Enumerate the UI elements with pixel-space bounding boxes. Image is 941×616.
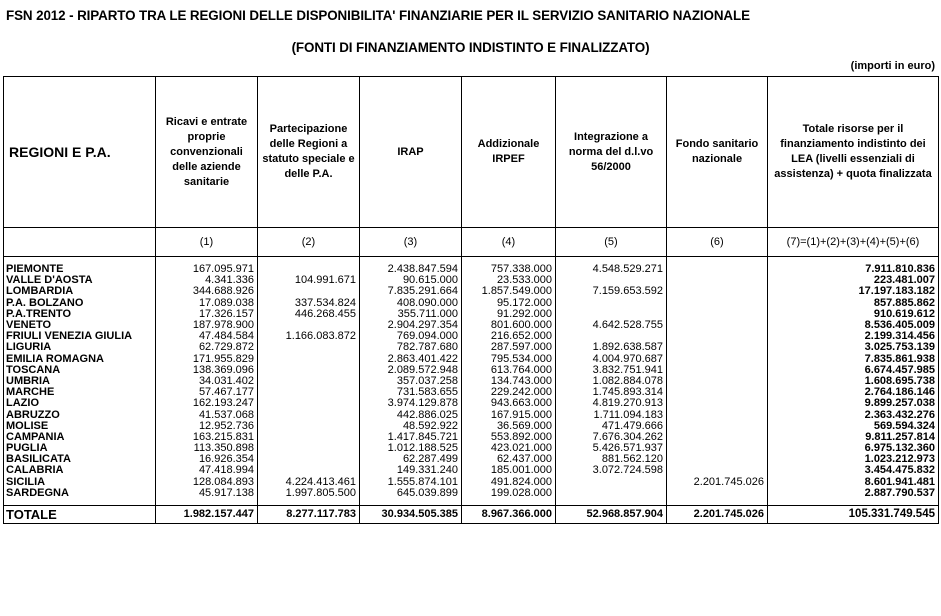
cell-col-7: 17.197.183.182 — [768, 286, 939, 297]
cell-col-1: 128.084.893 — [156, 477, 258, 488]
cell-col-7: 9.811.257.814 — [768, 432, 939, 443]
region-name: FRIULI VENEZIA GIULIA — [4, 331, 156, 342]
cell-col-6 — [667, 354, 768, 365]
colnum-0 — [4, 228, 156, 257]
region-name: VALLE D'AOSTA — [4, 275, 156, 286]
table-row — [4, 376, 939, 387]
cell-col-5 — [556, 298, 667, 309]
cell-col-2 — [258, 454, 360, 465]
total-col-3: 30.934.505.385 — [360, 505, 462, 523]
cell-col-4: 801.600.000 — [462, 320, 556, 331]
cell-col-7: 2.764.186.146 — [768, 387, 939, 398]
total-col-6: 2.201.745.026 — [667, 505, 768, 523]
cell-col-5 — [556, 275, 667, 286]
cell-col-2 — [258, 320, 360, 331]
cell-col-4: 23.533.000 — [462, 275, 556, 286]
cell-col-2: 337.534.824 — [258, 298, 360, 309]
cell-col-3: 355.711.000 — [360, 309, 462, 320]
cell-col-2 — [258, 421, 360, 432]
cell-col-3: 1.012.188.525 — [360, 443, 462, 454]
table-row — [4, 354, 939, 365]
cell-col-1: 41.537.068 — [156, 409, 258, 420]
cell-col-7: 7.835.861.938 — [768, 354, 939, 365]
cell-col-1: 34.031.402 — [156, 376, 258, 387]
cell-col-3: 645.039.899 — [360, 488, 462, 499]
region-name: EMILIA ROMAGNA — [4, 354, 156, 365]
total-col-1: 1.982.157.447 — [156, 505, 258, 523]
total-col-2: 8.277.117.783 — [258, 505, 360, 523]
cell-col-7: 3.454.475.832 — [768, 465, 939, 476]
cell-col-7: 9.899.257.038 — [768, 398, 939, 409]
colnum-7: (7)=(1)+(2)+(3)+(4)+(5)+(6) — [768, 228, 939, 257]
header-irpef: Addizionale IRPEF — [462, 77, 556, 228]
cell-col-7: 6.674.457.985 — [768, 365, 939, 376]
cell-col-3: 149.331.240 — [360, 465, 462, 476]
cell-col-3: 731.583.655 — [360, 387, 462, 398]
table-body — [4, 257, 939, 506]
cell-col-2 — [258, 465, 360, 476]
region-name: LIGURIA — [4, 342, 156, 353]
cell-col-4: 199.028.000 — [462, 488, 556, 499]
total-label: TOTALE — [4, 505, 156, 523]
cell-col-7: 2.199.314.456 — [768, 331, 939, 342]
cell-col-7: 6.975.132.360 — [768, 443, 939, 454]
cell-col-5: 7.159.653.592 — [556, 286, 667, 297]
total-col-5: 52.968.857.904 — [556, 505, 667, 523]
cell-col-5: 5.426.571.937 — [556, 443, 667, 454]
cell-col-3: 769.094.000 — [360, 331, 462, 342]
cell-col-4: 613.764.000 — [462, 365, 556, 376]
region-name: LOMBARDIA — [4, 286, 156, 297]
cell-col-6 — [667, 365, 768, 376]
cell-col-1: 138.369.096 — [156, 365, 258, 376]
header-ricavi: Ricavi e entrate proprie convenzionali delle aziende sanitarie — [156, 77, 258, 228]
cell-col-2 — [258, 443, 360, 454]
cell-col-2 — [258, 354, 360, 365]
table-row — [4, 488, 939, 499]
table-row — [4, 331, 939, 342]
cell-col-1: 16.926.354 — [156, 454, 258, 465]
cell-col-5: 1.745.893.314 — [556, 387, 667, 398]
cell-col-6 — [667, 264, 768, 275]
cell-col-4: 757.338.000 — [462, 264, 556, 275]
cell-col-7: 2.363.432.276 — [768, 409, 939, 420]
cell-col-1: 162.193.247 — [156, 398, 258, 409]
cell-col-4: 185.001.000 — [462, 465, 556, 476]
cell-col-2: 4.224.413.461 — [258, 477, 360, 488]
table-row — [4, 309, 939, 320]
cell-col-4: 943.663.000 — [462, 398, 556, 409]
cell-col-7: 1.608.695.738 — [768, 376, 939, 387]
colnum-5: (5) — [556, 228, 667, 257]
cell-col-1: 47.484.584 — [156, 331, 258, 342]
cell-col-4: 95.172.000 — [462, 298, 556, 309]
cell-col-4: 423.021.000 — [462, 443, 556, 454]
region-name: CALABRIA — [4, 465, 156, 476]
cell-col-5 — [556, 488, 667, 499]
cell-col-7: 223.481.007 — [768, 275, 939, 286]
cell-col-1: 113.350.898 — [156, 443, 258, 454]
cell-col-5: 1.711.094.183 — [556, 409, 667, 420]
cell-col-7: 857.885.862 — [768, 298, 939, 309]
cell-col-2 — [258, 286, 360, 297]
cell-col-3: 1.417.845.721 — [360, 432, 462, 443]
region-name: UMBRIA — [4, 376, 156, 387]
colnum-4: (4) — [462, 228, 556, 257]
cell-col-3: 90.615.000 — [360, 275, 462, 286]
cell-col-2: 446.268.455 — [258, 309, 360, 320]
cell-col-5: 4.642.528.755 — [556, 320, 667, 331]
cell-col-4: 216.652.000 — [462, 331, 556, 342]
cell-col-3: 2.863.401.422 — [360, 354, 462, 365]
table-row — [4, 387, 939, 398]
header-fondo: Fondo sanitario nazionale — [667, 77, 768, 228]
cell-col-3: 48.592.922 — [360, 421, 462, 432]
cell-col-3: 1.555.874.101 — [360, 477, 462, 488]
cell-col-6 — [667, 298, 768, 309]
cell-col-7: 7.911.810.836 — [768, 264, 939, 275]
cell-col-2 — [258, 432, 360, 443]
cell-col-5: 1.892.638.587 — [556, 342, 667, 353]
cell-col-6 — [667, 376, 768, 387]
table-row — [4, 298, 939, 309]
cell-col-4: 134.743.000 — [462, 376, 556, 387]
cell-col-6 — [667, 342, 768, 353]
cell-col-3: 62.287.499 — [360, 454, 462, 465]
cell-col-5 — [556, 309, 667, 320]
page-subtitle: (FONTI DI FINANZIAMENTO INDISTINTO E FINALIZZATO) — [291, 40, 650, 55]
cell-col-6 — [667, 275, 768, 286]
cell-col-6 — [667, 286, 768, 297]
cell-col-3: 2.089.572.948 — [360, 365, 462, 376]
table-footer — [4, 505, 939, 523]
cell-col-6 — [667, 488, 768, 499]
cell-col-1: 187.978.900 — [156, 320, 258, 331]
table-row — [4, 365, 939, 376]
region-name: SICILIA — [4, 477, 156, 488]
cell-col-2: 1.166.083.872 — [258, 331, 360, 342]
units-note: (importi in euro) — [850, 60, 935, 72]
cell-col-5: 4.819.270.913 — [556, 398, 667, 409]
table-row — [4, 465, 939, 476]
cell-col-6 — [667, 432, 768, 443]
region-name: VENETO — [4, 320, 156, 331]
cell-col-4: 62.437.000 — [462, 454, 556, 465]
column-number-row — [4, 228, 939, 257]
cell-col-5: 4.004.970.687 — [556, 354, 667, 365]
cell-col-6 — [667, 331, 768, 342]
region-name: P.A.TRENTO — [4, 309, 156, 320]
cell-col-7: 1.023.212.973 — [768, 454, 939, 465]
region-name: LAZIO — [4, 398, 156, 409]
cell-col-6 — [667, 387, 768, 398]
region-name: MOLISE — [4, 421, 156, 432]
colnum-1: (1) — [156, 228, 258, 257]
cell-col-1: 47.418.994 — [156, 465, 258, 476]
colnum-2: (2) — [258, 228, 360, 257]
cell-col-3: 782.787.680 — [360, 342, 462, 353]
table-row — [4, 477, 939, 488]
cell-col-4: 287.597.000 — [462, 342, 556, 353]
header-regioni: REGIONI E P.A. — [4, 77, 156, 228]
cell-col-1: 17.326.157 — [156, 309, 258, 320]
cell-col-1: 163.215.831 — [156, 432, 258, 443]
total-row — [4, 505, 939, 523]
cell-col-1: 171.955.829 — [156, 354, 258, 365]
cell-col-1: 167.095.971 — [156, 264, 258, 275]
cell-col-4: 167.915.000 — [462, 409, 556, 420]
cell-col-2 — [258, 264, 360, 275]
cell-col-5: 881.562.120 — [556, 454, 667, 465]
table-row — [4, 275, 939, 286]
cell-col-7: 2.887.790.537 — [768, 488, 939, 499]
total-col-4: 8.967.366.000 — [462, 505, 556, 523]
allocation-table — [3, 76, 939, 524]
cell-col-1: 17.089.038 — [156, 298, 258, 309]
cell-col-3: 408.090.000 — [360, 298, 462, 309]
region-name: TOSCANA — [4, 365, 156, 376]
cell-col-3: 3.974.129.878 — [360, 398, 462, 409]
header-totale: Totale risorse per il finanziamento indistinto dei LEA (livelli essenziali di assistenza) + quota finalizzata — [768, 77, 939, 228]
cell-col-4: 229.242.000 — [462, 387, 556, 398]
cell-col-6 — [667, 421, 768, 432]
region-name: P.A. BOLZANO — [4, 298, 156, 309]
cell-col-5: 1.082.884.078 — [556, 376, 667, 387]
cell-col-7: 8.601.941.481 — [768, 477, 939, 488]
region-name: PUGLIA — [4, 443, 156, 454]
region-name: SARDEGNA — [4, 488, 156, 499]
cell-col-5: 7.676.304.262 — [556, 432, 667, 443]
cell-col-2 — [258, 342, 360, 353]
region-name: PIEMONTE — [4, 264, 156, 275]
table-row — [4, 264, 939, 275]
cell-col-2 — [258, 398, 360, 409]
region-name: MARCHE — [4, 387, 156, 398]
cell-col-6 — [667, 443, 768, 454]
region-name: ABRUZZO — [4, 409, 156, 420]
cell-col-2: 1.997.805.500 — [258, 488, 360, 499]
cell-col-3: 2.438.847.594 — [360, 264, 462, 275]
total-col-7: 105.331.749.545 — [768, 505, 939, 523]
region-name: BASILICATA — [4, 454, 156, 465]
cell-col-4: 795.534.000 — [462, 354, 556, 365]
cell-col-2: 104.991.671 — [258, 275, 360, 286]
cell-col-2 — [258, 365, 360, 376]
cell-col-4: 36.569.000 — [462, 421, 556, 432]
cell-col-2 — [258, 376, 360, 387]
cell-col-6: 2.201.745.026 — [667, 477, 768, 488]
table-row — [4, 320, 939, 331]
cell-col-4: 553.892.000 — [462, 432, 556, 443]
cell-col-6 — [667, 454, 768, 465]
cell-col-6 — [667, 398, 768, 409]
cell-col-4: 91.292.000 — [462, 309, 556, 320]
cell-col-3: 357.037.258 — [360, 376, 462, 387]
header-row — [4, 77, 939, 228]
cell-col-6 — [667, 465, 768, 476]
cell-col-5: 3.832.751.941 — [556, 365, 667, 376]
table-row — [4, 421, 939, 432]
cell-col-7: 910.619.612 — [768, 309, 939, 320]
cell-col-1: 45.917.138 — [156, 488, 258, 499]
cell-col-1: 62.729.872 — [156, 342, 258, 353]
cell-col-3: 7.835.291.664 — [360, 286, 462, 297]
cell-col-7: 8.536.405.009 — [768, 320, 939, 331]
colnum-3: (3) — [360, 228, 462, 257]
cell-col-4: 1.857.549.000 — [462, 286, 556, 297]
cell-col-7: 3.025.753.139 — [768, 342, 939, 353]
region-name: CAMPANIA — [4, 432, 156, 443]
cell-col-6 — [667, 309, 768, 320]
table-row — [4, 409, 939, 420]
cell-col-1: 12.952.736 — [156, 421, 258, 432]
cell-col-5 — [556, 331, 667, 342]
cell-col-5: 3.072.724.598 — [556, 465, 667, 476]
table-row — [4, 342, 939, 353]
spacer-row — [4, 257, 939, 265]
page-title: FSN 2012 - RIPARTO TRA LE REGIONI DELLE DISPONIBILITA' FINANZIARIE PER IL SERVIZIO SANITARIO NAZIONALE — [6, 8, 750, 23]
table-row — [4, 286, 939, 297]
cell-col-1: 4.341.336 — [156, 275, 258, 286]
cell-col-5: 471.479.666 — [556, 421, 667, 432]
cell-col-3: 2.904.297.354 — [360, 320, 462, 331]
header-partecipazione: Partecipazione delle Regioni a statuto speciale e delle P.A. — [258, 77, 360, 228]
cell-col-6 — [667, 409, 768, 420]
cell-col-1: 57.467.177 — [156, 387, 258, 398]
header-integrazione: Integrazione a norma del d.l.vo 56/2000 — [556, 77, 667, 228]
cell-col-2 — [258, 409, 360, 420]
table-row — [4, 454, 939, 465]
cell-col-6 — [667, 320, 768, 331]
header-irap: IRAP — [360, 77, 462, 228]
table-row — [4, 443, 939, 454]
cell-col-7: 569.594.324 — [768, 421, 939, 432]
table-row — [4, 398, 939, 409]
cell-col-2 — [258, 387, 360, 398]
cell-col-3: 442.886.025 — [360, 409, 462, 420]
cell-col-4: 491.824.000 — [462, 477, 556, 488]
table-row — [4, 432, 939, 443]
colnum-6: (6) — [667, 228, 768, 257]
cell-col-1: 344.688.926 — [156, 286, 258, 297]
cell-col-5 — [556, 477, 667, 488]
cell-col-5: 4.548.529.271 — [556, 264, 667, 275]
